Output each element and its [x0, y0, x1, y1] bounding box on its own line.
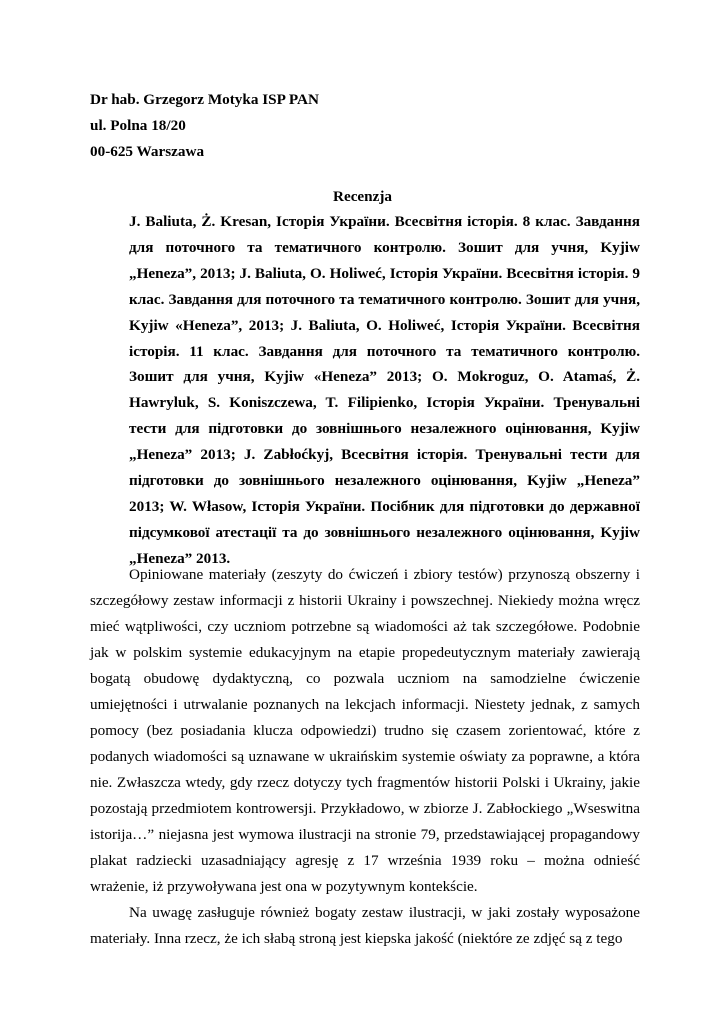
- paragraph: Na uwagę zasługuje również bogaty zestaw ilustracji, w jaki zostały wyposażone materiały. Inna rzecz, że ich słabą stroną jest kiepska jakość (niektóre ze zdjęć są z tego: [90, 904, 640, 947]
- sender-address: [90, 87, 319, 165]
- document-title: Recenzja: [332, 188, 393, 205]
- sender-street: ul. Polna 18/20: [90, 117, 186, 134]
- paragraph: Opiniowane materiały (zeszyty do ćwiczeń i zbiory testów) przynoszą obszerny i szczegółowy zestaw informacji z historii Ukrainy i powszechnej. Niekiedy można wręcz mieć wątpliwości, czy uczniom potrzebne są wiadomości aż tak szczegółowe. Podobnie jak w polskim systemie edukacyjnym na etapie propedeutycznym materiały zawierają bogatą obudowę dydaktyczną, co pozwala uczniom na samodzielne ćwiczenie umiejętności i utrwalanie poznanych na lekcjach informacji. Niestety jednak, z samych pomocy (bez posiadania klucza odpowiedzi) trudno się czasem zorientować, które z podanych wiadomości są uznawane w ukraińskim systemie oświaty za poprawne, a która nie. Zwłaszcza wtedy, gdy rzecz dotyczy tych fragmentów historii Polski i Ukrainy, jakie pozostają przedmiotem kontrowersji. Przykładowo, w zbiorze J. Zabłockiego „Wseswitna istorija…” niejasna jest wymowa ilustracji na stronie 79, przedstawiającej propagandowy plakat radziecki uzasadniający agresję z 17 września 1939 roku – można odnieść wrażenie, iż przywoływana jest ona w pozytywnym kontekście.: [90, 566, 640, 895]
- reviewed-works-reference: J. Baliuta, Ż. Kresan, Історія України. Всесвітня історія. 8 клас. Завдання для поточного та тематичного контролю. Зошит для учня, Kyjiw „Heneza”, 2013; J. Baliuta, O. Holiweć, Історія України. Всесвітня історія. 9 клас. Завдання для поточного та тематичного контролю. Зошит для учня, Kyjiw «Heneza”, 2013; J. Baliuta, O. Holiweć, Історія України. Всесвітня історія. 11 клас. Завдання для поточного та тематичного контролю. Зошит для учня, Kyjiw «Heneza” 2013; O. Mokroguz, O. Atamaś, Ż. Hawryluk, S. Koniszczewa, T. Filipienko, Історія України. Тренувальні тести для підготовки до зовнішнього незалежного оцінювання, Kyjiw „Heneza” 2013; J. Zabłoćkyj, Всесвітня історія. Тренувальні тести для підготовки до зовнішнього незалежного оцінювання, Kyjiw „Heneza” 2013; W. Własow, Історія України. Посібник для підготовки до державної підсумкової атестації та до зовнішнього незалежного оцінювання, Kyjiw „Heneza” 2013.: [129, 213, 640, 567]
- sender-city: 00-625 Warszawa: [90, 143, 205, 160]
- review-body: [90, 562, 640, 952]
- sender-name: Dr hab. Grzegorz Motyka ISP PAN: [90, 91, 319, 108]
